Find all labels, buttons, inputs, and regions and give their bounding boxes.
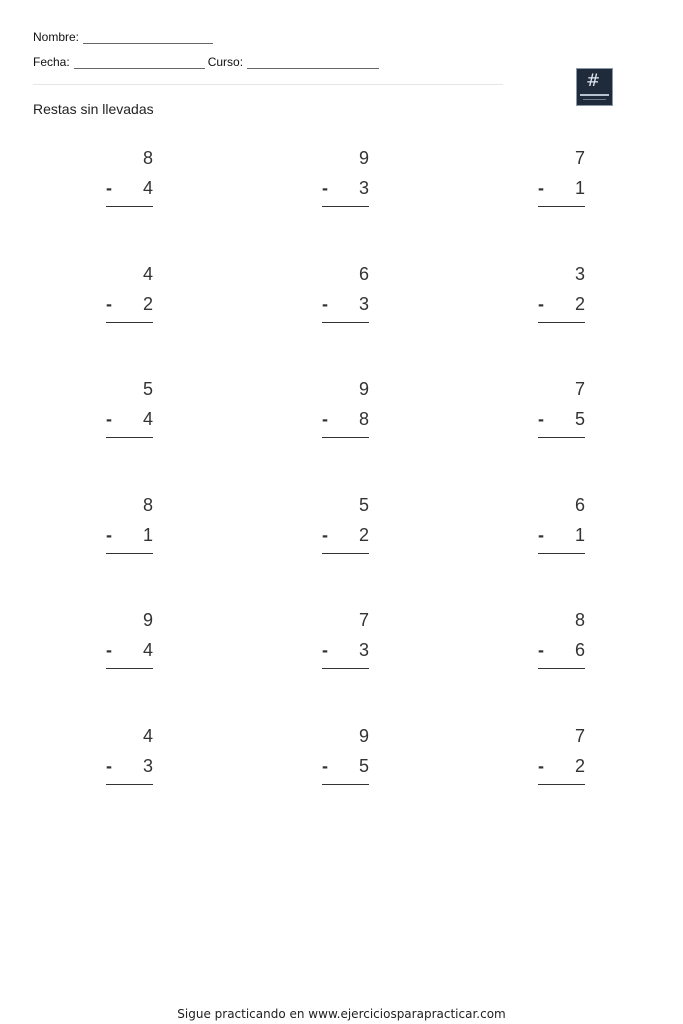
subtrahend: 4 xyxy=(142,409,153,429)
answer-line[interactable] xyxy=(106,437,153,438)
answer-line[interactable] xyxy=(106,322,153,323)
minuend: 9 xyxy=(358,726,369,746)
minus-sign: - xyxy=(538,178,544,198)
site-logo xyxy=(576,68,613,106)
minus-sign: - xyxy=(322,525,328,545)
minuend: 9 xyxy=(358,148,369,168)
subtrahend: 3 xyxy=(358,640,369,660)
subtrahend: 3 xyxy=(142,756,153,776)
subtrahend: 2 xyxy=(574,294,585,314)
minus-sign: - xyxy=(322,756,328,776)
subtraction-problem xyxy=(538,495,586,565)
minuend: 7 xyxy=(574,148,585,168)
logo-subtext-bar xyxy=(583,99,606,100)
subtraction-problem xyxy=(106,148,154,218)
minuend: 6 xyxy=(358,264,369,284)
minus-sign: - xyxy=(322,640,328,660)
subtraction-problem xyxy=(322,495,370,565)
subtrahend: 3 xyxy=(358,294,369,314)
minus-sign: - xyxy=(106,294,112,314)
minus-sign: - xyxy=(538,640,544,660)
answer-line[interactable] xyxy=(322,784,369,785)
answer-line[interactable] xyxy=(322,322,369,323)
subtrahend: 4 xyxy=(142,178,153,198)
minus-sign: - xyxy=(106,640,112,660)
subtraction-problem xyxy=(106,610,154,680)
minuend: 4 xyxy=(142,726,153,746)
minus-sign: - xyxy=(106,525,112,545)
name-field[interactable] xyxy=(33,30,213,44)
name-label: Nombre: xyxy=(33,30,80,44)
subtraction-problem xyxy=(322,379,370,449)
answer-line[interactable] xyxy=(322,206,369,207)
hash-grid-icon: # xyxy=(586,71,601,91)
minus-sign: - xyxy=(322,409,328,429)
answer-line[interactable] xyxy=(538,322,585,323)
subtrahend: 1 xyxy=(574,178,585,198)
minuend: 7 xyxy=(574,726,585,746)
subtraction-problem xyxy=(106,264,154,334)
subtraction-problem xyxy=(322,610,370,680)
subtraction-problem xyxy=(322,148,370,218)
minus-sign: - xyxy=(322,294,328,314)
course-label: Curso: xyxy=(207,55,244,69)
minuend: 9 xyxy=(358,379,369,399)
answer-line[interactable] xyxy=(106,668,153,669)
minus-sign: - xyxy=(322,178,328,198)
answer-line[interactable] xyxy=(322,553,369,554)
answer-line[interactable] xyxy=(322,668,369,669)
minuend: 8 xyxy=(142,495,153,515)
date-blank-line[interactable] xyxy=(74,56,205,69)
date-course-row xyxy=(33,55,379,69)
answer-line[interactable] xyxy=(538,553,585,554)
minuend: 5 xyxy=(142,379,153,399)
minuend: 4 xyxy=(142,264,153,284)
subtrahend: 2 xyxy=(574,756,585,776)
answer-line[interactable] xyxy=(322,437,369,438)
subtrahend: 1 xyxy=(574,525,585,545)
subtrahend: 5 xyxy=(358,756,369,776)
answer-line[interactable] xyxy=(538,437,585,438)
header-divider xyxy=(33,84,503,85)
subtraction-problem xyxy=(106,726,154,796)
minus-sign: - xyxy=(538,294,544,314)
minus-sign: - xyxy=(538,525,544,545)
subtrahend: 3 xyxy=(358,178,369,198)
minus-sign: - xyxy=(538,756,544,776)
minus-sign: - xyxy=(106,409,112,429)
minus-sign: - xyxy=(106,178,112,198)
subtraction-problem xyxy=(106,495,154,565)
name-blank-line[interactable] xyxy=(83,31,213,44)
subtraction-problem xyxy=(538,726,586,796)
minuend: 3 xyxy=(574,264,585,284)
subtrahend: 4 xyxy=(142,640,153,660)
subtraction-problem xyxy=(538,148,586,218)
minuend: 9 xyxy=(142,610,153,630)
minuend: 7 xyxy=(574,379,585,399)
subtrahend: 5 xyxy=(574,409,585,429)
subtraction-problem xyxy=(322,726,370,796)
subtraction-problem xyxy=(538,379,586,449)
minus-sign: - xyxy=(538,409,544,429)
subtraction-problem xyxy=(106,379,154,449)
minuend: 6 xyxy=(574,495,585,515)
date-label: Fecha: xyxy=(33,55,70,69)
subtrahend: 6 xyxy=(574,640,585,660)
subtrahend: 1 xyxy=(142,525,153,545)
subtraction-problem xyxy=(322,264,370,334)
answer-line[interactable] xyxy=(538,784,585,785)
minuend: 7 xyxy=(358,610,369,630)
subtraction-problem xyxy=(538,610,586,680)
answer-line[interactable] xyxy=(106,784,153,785)
minuend: 5 xyxy=(358,495,369,515)
footer-text: Sigue practicando en www.ejerciciosparapracticar.com xyxy=(177,1007,506,1021)
course-blank-line[interactable] xyxy=(247,56,379,69)
subtrahend: 2 xyxy=(358,525,369,545)
minuend: 8 xyxy=(574,610,585,630)
answer-line[interactable] xyxy=(538,668,585,669)
subtrahend: 8 xyxy=(358,409,369,429)
answer-line[interactable] xyxy=(106,206,153,207)
subtraction-problem xyxy=(538,264,586,334)
logo-text-bar xyxy=(580,94,609,96)
answer-line[interactable] xyxy=(538,206,585,207)
answer-line[interactable] xyxy=(106,553,153,554)
subtrahend: 2 xyxy=(142,294,153,314)
minus-sign: - xyxy=(106,756,112,776)
worksheet-title: Restas sin llevadas xyxy=(33,101,154,117)
minuend: 8 xyxy=(142,148,153,168)
